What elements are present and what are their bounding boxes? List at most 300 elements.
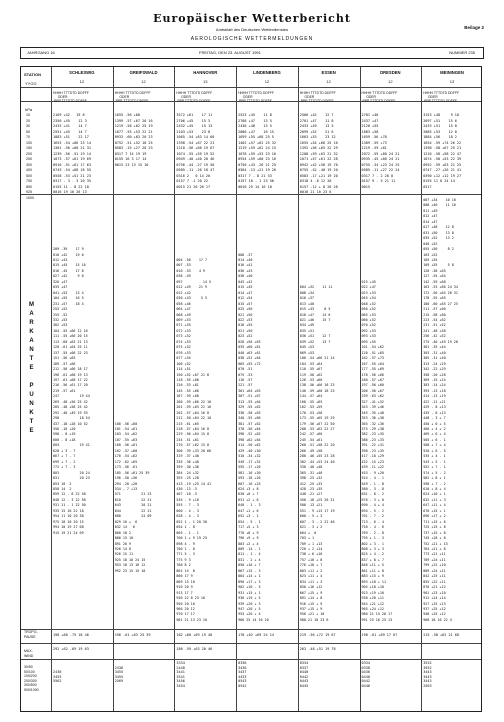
level-value: 100 [26, 140, 32, 145]
data-row: 1381 -56 +60 21 31 [53, 146, 91, 150]
data-row: 398 +62 +64 [238, 437, 261, 442]
data-row: 0916 -51 +61 17 63 [53, 162, 91, 167]
data-row: 101 -54 +61 [114, 427, 138, 432]
data-row: 947 +20 + 5 [238, 606, 261, 611]
layer-value: 3454 [176, 683, 185, 688]
data-row: 109 +55 5 8 [423, 263, 454, 268]
data-row: 600 - 5 + 3 [299, 514, 323, 519]
data-row: 665 - 1 - 1 [176, 530, 199, 535]
supplement-label: Beilage 2 [464, 25, 484, 30]
data-row: 365 -31 +40 [299, 470, 323, 475]
data-row: 931 +15 + 1 [238, 590, 261, 595]
data-row: 381 -57 +62 [238, 421, 261, 426]
data-row: 607 -16 +25 [238, 481, 261, 486]
markante-letter: K [29, 329, 34, 335]
level-value: 50 [26, 129, 30, 134]
column-header: HHHH TTTDTD DDFFF ODER PPP TTTDTD DDFFF [423, 91, 460, 103]
data-row: 953 +20 + 4 [238, 612, 261, 617]
data-row: 140 -59 +60 18 25 [299, 388, 335, 393]
data-row: 467 -10 -3 [176, 492, 197, 497]
data-row: 1216 -58 +58 22 47 [423, 151, 462, 156]
data-table [20, 66, 482, 712]
data-row: 0015 23 13 15 10 [114, 162, 149, 167]
data-row: 580 - 3 - 8 [361, 487, 384, 492]
level-value: 300 [26, 162, 32, 167]
data-row: 145 -55 +66 [176, 388, 199, 393]
station-time: 12 [79, 79, 85, 84]
data-row: 075 -53 [238, 372, 253, 377]
data-row: 829 16 + 6 [114, 519, 138, 524]
data-row: 1219 +59 +62 24 15 [238, 146, 277, 150]
data-row: 556 -10 +20 [53, 427, 76, 432]
data-row: 834 +11 + 3 [299, 579, 323, 584]
data-row: 469 + 6 + 4 [423, 432, 446, 437]
data-row: 229 -56 +64 15 8 [176, 432, 210, 437]
tropopause-value: 219 -56 +72 19 67 [299, 633, 336, 637]
data-row: 938 +20 +11 [361, 596, 384, 601]
maxwind-value: 186 -59 +63 20 46 [176, 647, 213, 651]
data-row: 2086 +47 16 15 [238, 129, 274, 134]
data-row: 012 +49 21 9 [176, 285, 208, 290]
data-row: 883 +15 + 9 [361, 574, 384, 579]
data-row: 004 -50 17 7 [176, 257, 208, 262]
markante-letter: N [29, 401, 34, 407]
layer-value: 30/50 [24, 665, 33, 669]
data-row: 028 +56 +63 [238, 339, 261, 344]
data-row: 196 -61 +68 19 13 [53, 372, 88, 377]
data-row: 711 +15 + 6 [423, 519, 446, 524]
data-row: 104 -55 +66 12 16 [53, 328, 88, 333]
data-row: 382 +53 [53, 323, 68, 328]
data-row: 534 - 7 +13 [114, 487, 138, 492]
data-row: 353 -36 +38 [361, 416, 384, 421]
data-row: 036 +51 12 7 [299, 334, 331, 339]
data-row: 173 -56 -61 [114, 465, 138, 470]
data-row: 1655 +54 +66 25 16 [299, 140, 338, 145]
data-row: 023 +53 [361, 290, 376, 295]
station-name: HANNOVER [193, 70, 218, 75]
station-name: SCHLESWIG [69, 70, 95, 75]
layer-value: 3443 [423, 679, 432, 683]
layer-value: 0442 [361, 679, 370, 683]
data-row: 260 -51 +58 22 20 [299, 443, 335, 448]
data-row: 162 -57 +73 [361, 356, 384, 361]
layer-value: 0440 [361, 674, 370, 679]
data-row: 216 -56 +61 17 20 [53, 383, 88, 388]
layer-value: 0337 [299, 665, 309, 670]
data-row: 008 +34 [299, 290, 315, 295]
data-row: 160 -56 +61 [114, 443, 138, 448]
data-row: 926 14 8 [114, 547, 132, 551]
data-row: 448 - 3 + 7 [423, 416, 446, 421]
station-time: 13 [203, 79, 208, 84]
data-row: 745 +18 + 8 [423, 536, 446, 541]
data-row: 298 18 54 [53, 416, 90, 421]
data-row: 285 -48 +58 25 42 [53, 405, 88, 410]
tropopause-value: 215 -58 +62 21 68 [423, 633, 460, 637]
layer-values [238, 661, 246, 688]
data-row: 151 -56 +65 [53, 356, 76, 361]
data-row: 178 -55 +65 [423, 296, 446, 301]
data-row: 858 14 2 [53, 487, 72, 492]
data-row: 0155 11 8 24 14 [423, 179, 455, 183]
issue-date: FREITAG, DEN 23. AUGUST 1991 [199, 50, 261, 55]
data-row: 045 +53 [299, 345, 315, 350]
data-row: 429 -40 +30 [238, 448, 261, 453]
data-row: 859 12 - 8 22 58 [53, 492, 86, 497]
data-row: 860 18 2 [114, 530, 132, 535]
data-row: 100 -54 +66 21 14 [299, 356, 335, 361]
data-row: 0934 +59 +60 23 16 [238, 157, 277, 161]
issue-number: NUMMER 235 [449, 50, 475, 55]
layer-value: 3437 [238, 670, 247, 674]
data-row: 1663 +53 23 12 [299, 135, 336, 139]
data-row: 631 +2 + 6 [238, 497, 259, 502]
layer-value: 0445 [299, 683, 309, 688]
data-row: 640 - 1 - 3 [238, 503, 261, 508]
data-row: 664 + 0 [299, 530, 317, 535]
data-row: 160 -55 +65 [299, 399, 323, 404]
data-row: 332 +53 [53, 317, 68, 322]
data-row: 126 -53 +61 [176, 383, 199, 388]
data-row: 837 + 8 + 7 [361, 557, 384, 562]
data-row: 120 -51 +65 [361, 350, 384, 355]
table-rule [21, 87, 481, 88]
data-row: 950 +21 + 10 [299, 612, 325, 617]
data-row: 631 - 8 - 2 [361, 492, 384, 497]
layer-value: 3456 [176, 679, 185, 683]
layer-value: 3443 [423, 670, 432, 674]
data-row: 170 -53 +58 [299, 410, 323, 415]
data-row: 0317 [423, 184, 432, 189]
data-row: 2120 +55 [361, 124, 379, 128]
station-name: MEININGEN [440, 70, 464, 75]
data-row: 628 - 4 - 3 [176, 514, 199, 519]
data-row: 269 -48 +56 25 42 [53, 399, 88, 404]
column-rule [360, 67, 361, 711]
data-row: 068 +49 [176, 312, 191, 317]
data-row: 991 25 16 25 13 [361, 617, 393, 622]
tropopause-value: 182 +60 +69 19 40 [176, 633, 213, 637]
data-row: 398 -52 +62 [238, 432, 261, 437]
data-row: 831 20 23 [53, 476, 90, 481]
level-value: 150 [26, 146, 32, 150]
layer-values [176, 661, 184, 688]
data-row: 2436 +48 13 5 [238, 124, 272, 128]
data-row: 535 - 9 +10 [176, 497, 199, 502]
layer-value: 100/200 [24, 674, 37, 678]
data-row: 219 -57 +61 [53, 388, 76, 393]
data-row: 022 +53 [238, 317, 253, 322]
data-row: 015 +45 [238, 285, 253, 290]
data-row: 138 -56 +66 18 23 [299, 383, 335, 388]
data-row: 301 +64 +63 [238, 388, 261, 393]
data-row: 1402 +57 +62 25 32 [238, 140, 277, 145]
data-row: 170 -54 +62 [114, 454, 138, 459]
data-row: 803 20 24 [53, 470, 90, 475]
markante-letter: R [29, 320, 34, 326]
data-row: 256 -42 +52 [423, 334, 446, 339]
data-row: 0157 7 -1 20 22 [176, 179, 208, 183]
station-standard-levels [423, 113, 461, 190]
layer-value: 0334 [361, 661, 370, 665]
data-row: 610 22 21 [114, 497, 152, 502]
data-row: 927 +25 +13 [423, 601, 446, 606]
data-row: 3153 +48 9 10 [423, 113, 460, 117]
data-row: 937 +25 +12 [423, 606, 446, 611]
layer-value: 0542 [238, 683, 247, 688]
data-row: 056 +52 [361, 307, 376, 312]
data-row: 0157 -12 + 0 20 28 [299, 184, 338, 189]
station-significant-levels [176, 198, 211, 623]
data-row: 948 +25 +12 [423, 612, 446, 617]
data-row: 1219 -59 +61 [361, 146, 387, 150]
data-row: 2432 +45 15 13 [176, 124, 213, 128]
markante-letter: T [29, 419, 34, 425]
data-row: 0585 -11 +27 22 24 [361, 168, 400, 172]
data-row: 035 +52 13 2 [423, 236, 454, 241]
markante-letter: U [29, 392, 34, 398]
data-row: 393 -13 +18 [423, 388, 446, 393]
data-row: 850 +16 +12 [299, 585, 323, 590]
data-row: 065 +53 [361, 312, 376, 317]
station-name: LINDENBERG [253, 70, 281, 75]
data-row: 177 -55 +69 [361, 367, 384, 372]
data-row: 703 + 1 [299, 536, 315, 541]
data-row: 939 +20 + 3 [238, 601, 261, 606]
data-row: 624 +3 + 8 [238, 487, 259, 492]
data-row: 016 -45 17 8 [53, 268, 84, 273]
data-row: 975 18 10 20 15 [53, 519, 84, 524]
data-row: 011 +49 [423, 208, 438, 213]
data-row: 066 +52 [361, 317, 376, 322]
data-row: 280 -46 +55 23 28 [299, 454, 335, 459]
column-rule [113, 67, 114, 711]
data-row: 327 -41 +52 [361, 399, 384, 404]
data-row: 440 -21 +27 [299, 492, 323, 497]
data-row: 981 21 13 23 10 [176, 617, 208, 622]
data-row: 709 + 1 +13 [299, 541, 323, 546]
data-row: 0157 9 - 5 21 11 [361, 179, 396, 183]
markante-letter: K [29, 410, 34, 416]
data-row: 375 -29 +38 [361, 427, 384, 432]
data-row: 574 + 5 - 2 [423, 470, 446, 475]
level-value: 925 [26, 190, 32, 194]
tropopause-value: 196 -61 +63 25 39 [114, 633, 151, 637]
data-row: 097 14 5 [176, 279, 212, 284]
data-row: 101 -54 +62 [361, 345, 384, 350]
data-row: 912 +24 +14 [423, 596, 446, 601]
data-row: 305 -31 +40 [423, 356, 446, 361]
data-row: 144 -57 +64 [299, 394, 323, 399]
data-row: 041 +53 13 4 [53, 290, 84, 295]
data-row: 0952 -59 +63 21 25 [423, 162, 462, 167]
data-row: 0755 -42 -40 19 20 [299, 168, 338, 172]
station-standard-levels [176, 113, 214, 190]
data-row: 076 +53 [176, 350, 191, 355]
data-row: 1884 +56 18 2 [423, 135, 457, 139]
maxwind-value: 292 +62 -69 19 63 [53, 647, 89, 651]
data-row: 027 +42 9 8 [53, 274, 84, 279]
data-row: 555 -17 +26 [238, 465, 261, 470]
data-row: 772 + 7 - 3 [53, 465, 76, 470]
data-row: 196 -50 +56 [114, 476, 138, 481]
data-row: 549 -17 +32 [238, 459, 261, 464]
data-row: 345 -35 +48 [361, 410, 384, 415]
data-row: 104 -53 +64 [299, 361, 323, 366]
column-header: HHHH TTTDTD DDFFF ODER PPP TTTDTD DDFFF [361, 91, 398, 103]
data-row: 752 +21 + 13 [423, 541, 448, 546]
data-row: 699 + 7 - 2 [53, 459, 76, 464]
data-row: 396 -23 +35 [361, 448, 384, 453]
data-row: 111 -55 +66 20 15 [53, 334, 88, 339]
station-time: 13 [449, 79, 455, 84]
layer-value: 0338 [361, 665, 370, 670]
data-row: 936 +19 + 5 [238, 596, 261, 601]
data-row: 2708 +47 13 5 [238, 118, 272, 123]
layer-value: 3443 [423, 674, 432, 679]
markante-letter: A [29, 338, 34, 344]
data-row: 030 +43 5 5 [176, 296, 208, 301]
data-row: 180 -59 +66 22 10 [176, 399, 212, 404]
data-row: 460 + 4 + 2 [423, 427, 446, 432]
data-row: 014 +47 [238, 290, 253, 295]
data-row: 624 +10 + 1 [423, 492, 446, 497]
data-row: 0933 -60 +63 20 23 [114, 135, 153, 139]
markante-letter: E [29, 365, 34, 371]
markante-punkte-label [29, 301, 34, 436]
data-row: 643 20 21 [114, 503, 152, 508]
data-row: 600 - 4 - 3 [176, 508, 199, 513]
data-row: 095 +55 [361, 339, 376, 344]
data-row: 902 +16 - 3 [238, 585, 261, 590]
markante-letter: P [29, 383, 34, 389]
data-row: 823 +11 + 4 [299, 574, 323, 579]
column-header: HHHH TTTDTD DDFFF ODER PPP TTTDTD DDFFF [238, 91, 275, 103]
data-row: 0317 7 - 8 21 53 [238, 173, 272, 178]
level-value: 10 [26, 113, 30, 117]
data-row: 126 -53 +60 [299, 377, 323, 382]
data-row: 0942 +42 +58 19 70 [299, 162, 338, 167]
report-title: Europäischer Wetterbericht [153, 12, 351, 25]
data-row: 769 - 2 - 8 [361, 530, 384, 535]
data-row: 853 10 2 [53, 481, 72, 486]
data-row: 329 -55 +62 [238, 405, 261, 410]
data-row: 211 -57 +60 [423, 307, 446, 312]
data-row: 0317 - 3 - 3 20 35 [53, 179, 91, 183]
data-row: 861 +11 + 8 [361, 568, 384, 573]
data-row: 2103 +53 23 8 [176, 129, 211, 134]
data-row: 720 + 2 +14 [299, 547, 323, 551]
data-row: 944 +21 +12 [361, 601, 384, 606]
data-row: 1219 -58 +62 25 19 [114, 124, 153, 128]
data-row: 018 +47 14 6 [299, 312, 331, 317]
data-row: 1659 -56 +78 [361, 135, 387, 139]
data-row: 069 +53 [299, 350, 315, 355]
data-row: 866 15 10 [114, 536, 134, 541]
layer-values [53, 661, 61, 684]
data-row: 855 +22 +11 [423, 579, 446, 584]
data-row: 039 +52 13 7 [299, 339, 331, 344]
data-row: 313 -24 +29 [423, 361, 446, 366]
data-row: 270 -57 +62 15 8 [176, 443, 210, 448]
data-row: 040 +63 +61 [238, 350, 261, 355]
hpa-label: hPa [25, 107, 33, 112]
data-row: 768 8 2 [176, 563, 191, 568]
markante-letter: N [29, 347, 34, 353]
data-row: 107 -55 +63 [114, 437, 138, 442]
data-row: 0584 -13 +21 19 26 [238, 168, 277, 172]
data-row: 092 +53 [361, 328, 376, 333]
data-row: 0155 16 3 17 14 [114, 157, 147, 161]
data-row: 737 +15 + 8 [423, 530, 446, 535]
layer-value: 2436 [114, 665, 124, 670]
table-rule [21, 643, 481, 644]
data-row: 610 + 8 + 4 [423, 487, 446, 492]
layer-value: 2448 [176, 665, 185, 670]
data-row: 113 -60 +63 21 13 [53, 339, 88, 344]
data-row: 242 -57 +60 [299, 432, 323, 437]
data-row: 954 11 10 20 38 [53, 514, 84, 519]
level-value: 30 [26, 124, 30, 128]
data-row: 630 +0 + 7 [238, 492, 259, 497]
data-row: 931 11 - 1 22 50 [53, 503, 86, 508]
data-row: 103 -54 +62 [114, 432, 138, 437]
data-row: 1398 -58 +67 25 21 [423, 146, 462, 150]
data-row: 437 -18 +28 10 52 [53, 421, 88, 426]
data-row: 808 + 3 + 3 [361, 547, 384, 551]
data-row: 771 5 - 3 [176, 552, 195, 557]
data-row: 189 -57 +66 [53, 361, 76, 366]
data-row: 358 -20 +28 [423, 372, 446, 377]
data-row: 1883 +58 [361, 129, 379, 134]
data-row: 093 +53 [361, 334, 376, 339]
data-row: 231 -51 +52 [423, 323, 446, 328]
data-row: 167 -55 +64 [361, 361, 384, 366]
station-name: ESSEN [321, 70, 336, 75]
issue-info-bar [20, 47, 484, 59]
data-row: 306 -39 +33 20 66 [176, 448, 212, 453]
data-row: 294 -20 +28 [114, 481, 138, 486]
data-row: 241 -48 +58 [423, 328, 446, 333]
data-row: 025 +56 [238, 307, 253, 312]
data-row: 968 18 16 22 4 [423, 617, 452, 622]
level-value: 850 [26, 184, 32, 189]
markante-letter: T [29, 356, 34, 362]
data-row: 034 +49 [299, 323, 315, 328]
layer-labels [24, 665, 39, 692]
data-row: 700 1 - 8 [176, 547, 195, 551]
data-row: 221 -57 [238, 383, 253, 388]
data-row: 180 -60 +65 27 25 [423, 301, 458, 306]
tropopause-value: 198 +60 -75 18 46 [53, 633, 89, 637]
data-row: 319 -37 +40 [176, 454, 199, 459]
column-header: HHHH TTTDTD DDFFF ODER PPP TTTDTD DDFFF [176, 91, 213, 103]
data-row: 010 +42 19 6 [53, 252, 84, 257]
data-row: 0016 19 16 26 13 [53, 190, 87, 194]
data-row: 867 +15 + 9 [299, 590, 323, 595]
layer-value: 3441 [176, 670, 185, 674]
data-row: 910 20 9 [176, 585, 193, 590]
layer-value: 0334 [299, 661, 309, 665]
data-row: 173 -55 +65 19 29 [299, 416, 335, 421]
data-row: 018 +55 [238, 323, 253, 328]
layer-values [362, 661, 370, 688]
pressure-levels [26, 113, 34, 201]
data-row: 555 - 7 - 3 [176, 503, 199, 508]
data-row: 215 -58 +60 [423, 312, 446, 317]
data-row: 543 + 5 - 1 [423, 459, 446, 464]
